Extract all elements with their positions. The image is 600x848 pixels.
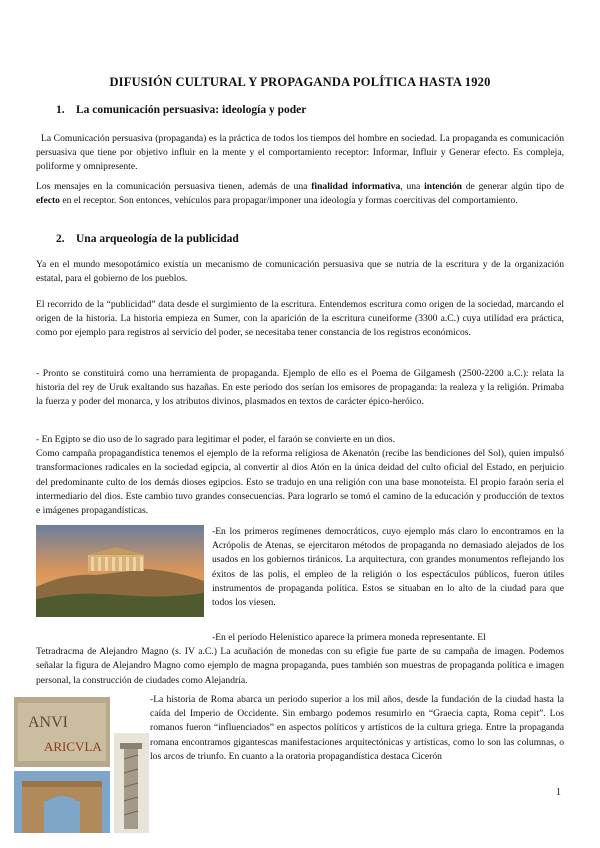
egipto-line: - En Egipto se dio uso de lo sagrado para legitimar el poder, el faraón se convierte en un dios. xyxy=(36,434,396,445)
section-2-heading xyxy=(56,233,239,245)
paragraph-escritura: El recorrido de la “publicidad” data desde el surgimiento de la escritura. Entendemos escritura como origen de la sociedad, marcando el origen de la historia. La historia empieza en Sumer, con la aparición de la escritura cuneiforme (3300 a.C.) cuya utilidad era práctica, como por ejemplo para registros al servicio del poder, se necesitaba tener constancia de los registros económicos. xyxy=(36,299,564,339)
roman-collage-image xyxy=(14,693,149,833)
p2-text-e: de generar algún tipo de xyxy=(461,181,564,192)
section-2-title: Una arqueología de la publicidad xyxy=(76,233,239,245)
p2-bold-efecto: efecto xyxy=(36,195,60,207)
paragraph-finalidad xyxy=(36,180,564,208)
paragraph-roma: -La historia de Roma abarca un periodo superior a los mil años, desde la fundación de la ciudad hasta la caída del Imperio de Occidente. Sin embargo podemos resumirlo en “Graecia capta, Roma cepit”. Los romanos fueron “influenciados” en aspectos políticos y artísticos de la cultura griega. Entre la propaganda romana encontramos gigantescas manifestaciones arquitectónicas y artísticas, como lo son las columnas, o los arcos de triunfo. En cuanto a la oratoria propagandística destaca Cicerón xyxy=(150,694,564,762)
paragraph-egipto xyxy=(36,433,564,518)
paragraph-helenistico xyxy=(36,631,564,688)
acropolis-illustration xyxy=(36,525,204,617)
helenistico-first-line: -En el periodo Helenístico aparece la primera moneda representante. El xyxy=(212,632,486,643)
section-2-number: 2. xyxy=(56,233,65,245)
paragraph-atenas: -En los primeros regímenes democráticos, cuyo ejemplo más claro lo encontramos en la Acrópolis de Atenas, se ejercitaron métodos de propaganda no demasiado alejados de los usados en los gobiernos tiránicos. La arquitectura, con grandes monumentos reflejando los éxitos de las polis, el empleo de la religión o los espectáculos públicos, fueron útiles instrumentos de propaganda política. Estos se situaban en lo alto de la ciudad para que todos los viesen. xyxy=(212,526,564,609)
svg-text:ARICVLA: ARICVLA xyxy=(44,739,102,754)
p2-text-c: , una xyxy=(400,181,425,192)
p2-bold-intencion: intención xyxy=(424,181,462,192)
svg-text:ANVI: ANVI xyxy=(28,714,68,731)
acropolis-image xyxy=(36,525,204,617)
paragraph-gilgamesh: - Pronto se constituirá como una herramienta de propaganda. Ejemplo de ello es el Poema de Gilgamesh (2500-2200 a.C.): relata la historia del rey de Uruk exaltando sus hazañas. En este periodo dos serían los emisores de propaganda: la realeza y la religión. Primaba la fuerza y poder del monarca, y los atributos divinos, plasmados en textos de carácter épico-heróico. xyxy=(36,368,564,408)
section-1-number: 1. xyxy=(56,104,65,116)
document-title: DIFUSIÓN CULTURAL Y PROPAGANDA POLÍTICA HASTA 1920 xyxy=(109,75,491,89)
section-1-heading xyxy=(56,104,306,116)
paragraph-intro: La Comunicación persuasiva (propaganda) es la práctica de todos los tiempos del hombre en sociedad. La propaganda es comunicación persuasiva que tiene por objetivo influir en la mente y el comportamiento receptor: Informar, Influir y Generar efecto. Es compleja, poliforme y omnipresente. xyxy=(36,133,564,173)
roman-collage-illustration xyxy=(14,693,149,833)
p2-text-a: Los mensajes en la comunicación persuasiva tienen, además de una xyxy=(36,181,312,192)
p2-text-g: en el receptor. Son entonces, vehículos para propagar/imponer una ideología y formas coercitivas del comportamiento. xyxy=(59,195,518,207)
p2-bold-finalidad: finalidad informativa xyxy=(311,181,401,192)
helenistico-text: Tetradracma de Alejandro Magno (s. IV a.C.) La acuñación de monedas con su efigie fue parte de su campaña de imagen. Podemos señalar la figura de Alejandro Magno como ejemplo de magna propaganda, pues también son muestras de propaganda política e imagen personal, la construcción de ciudades como Alejandría. xyxy=(36,646,564,686)
akenaton-text: Como campaña propagandística tenemos el ejemplo de la reforma religiosa de Akenatón (recibe las bendiciones del Sol), quien impulsó transformaciones radicales en la sociedad egipcia, al convertir al dios Atón en la única deidad del culto oficial del Estado, en perjuicio del predominante culto de los demás dioses egipcios. Esto se tradujo en una religión con una base monoteísta. El propio faraón sería el intermediario del dios. Este cambio tuvo grandes consecuencias. Para lograrlo se tomó el camino de la educación y producción de textos e imágenes propagandísticas. xyxy=(36,448,564,517)
page-number: 1 xyxy=(556,787,561,798)
section-1-title: La comunicación persuasiva: ideología y poder xyxy=(76,104,307,116)
paragraph-mesopotamia: Ya en el mundo mesopotámico existía un mecanismo de comunicación persuasiva que se nutría de la escritura y de la organización estatal, para el gobierno de los pueblos. xyxy=(36,259,564,285)
